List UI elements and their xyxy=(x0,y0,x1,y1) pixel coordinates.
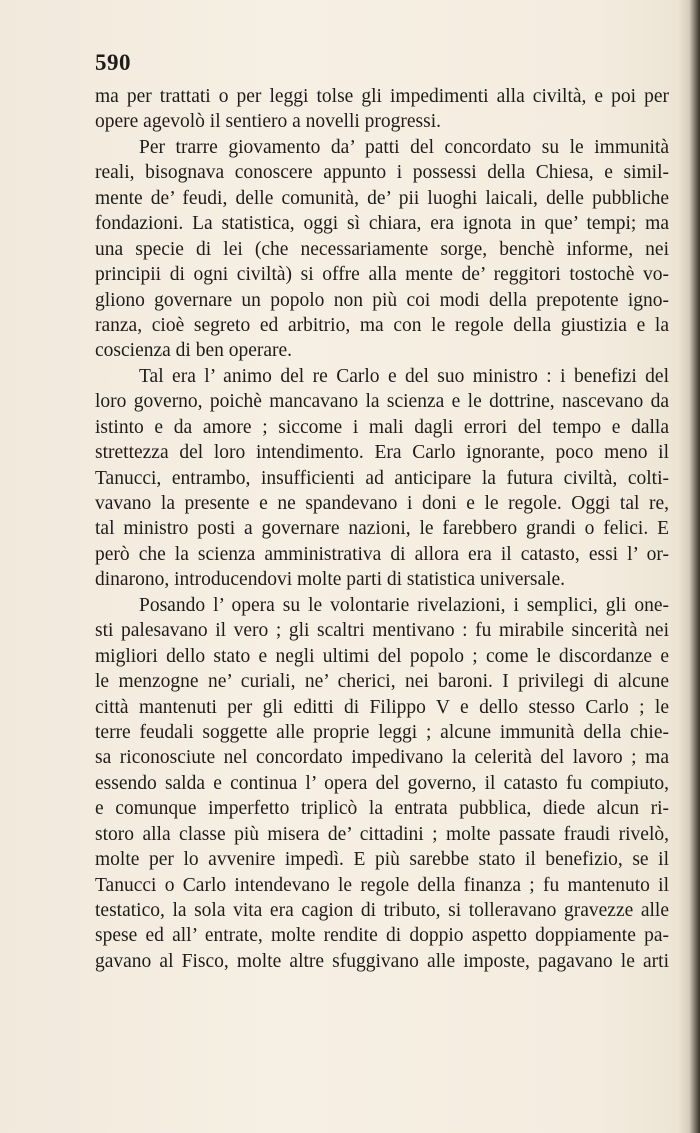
text-line: ranza, cioè segreto ed arbitrio, ma con le regole della giustizia e la xyxy=(95,314,669,336)
text-line: Tanucci o Carlo intendevano le regole della finanza ; fu mantenuto il xyxy=(95,874,669,896)
text-line: però che la scienza amministrativa di allora era il catasto, essi l’ or- xyxy=(95,543,669,565)
text-line: le menzogne ne’ curiali, ne’ cherici, nei baroni. I privilegi di alcune xyxy=(95,671,669,693)
text-line: reali, bisognava conoscere appunto i possessi della Chiesa, e simil- xyxy=(95,162,669,184)
text-line: città mantenuti per gli editti di Filippo V e dello stesso Carlo ; le xyxy=(95,696,669,718)
text-line: sa riconosciute nel concordato impedivano la celerità del lavoro ; ma xyxy=(95,747,669,769)
text-line: spese ed all’ entrate, molte rendite di doppio aspetto doppiamente pa- xyxy=(95,925,669,947)
text-line: gavano al Fisco, molte altre sfuggivano alle imposte, pagavano le arti xyxy=(95,950,669,972)
text-line: essendo salda e continua l’ opera del governo, il catasto fu compiuto, xyxy=(95,772,669,794)
text-line: molte per lo avvenire impedì. E più sarebbe stato il benefizio, se il xyxy=(95,849,669,871)
text-line: principii di ogni civiltà) si offre alla mente de’ reggitori tostochè vo- xyxy=(95,264,669,286)
page-number: 590 xyxy=(95,50,131,75)
text-line: mente de’ feudi, delle comunità, de’ pii luoghi laicali, delle pubbliche xyxy=(95,187,669,209)
text-line: testatico, la sola vita era cagion di tributo, si tolleravano gravezze alle xyxy=(95,900,669,921)
text-line: tal ministro posti a governare nazioni, le farebbero grandi o felici. E xyxy=(95,518,669,540)
text-line: sti palesavano il vero ; gli scaltri mentivano : fu mirabile sincerità nei xyxy=(95,620,669,642)
text-line: vavano la presente e ne spandevano i doni e le regole. Oggi tal re, xyxy=(95,493,669,514)
text-line: Posando l’ opera su le volontarie rivelazioni, i semplici, gli one- xyxy=(139,594,669,616)
text-line: terre feudali soggette alle proprie leggi ; alcune immunità della chie- xyxy=(95,721,669,743)
text-line: storo alla classe più misera de’ cittadini ; molte passate fraudi rivelò, xyxy=(95,823,669,845)
text-line: opere agevolò il sentiero a novelli progressi. xyxy=(95,111,442,133)
text-line: gliono governare un popolo non più coi modi della prepotente igno- xyxy=(95,289,669,311)
page-edge-shadow xyxy=(678,0,700,1133)
text-line: dinarono, introducendovi molte parti di statistica universale. xyxy=(95,569,566,591)
text-line: istinto e da amore ; siccome i mali dagli errori del tempo e dalla xyxy=(95,416,669,438)
text-line: ma per trattati o per leggi tolse gli impedimenti alla civiltà, e poi per xyxy=(95,86,669,107)
text-line: Tal era l’ animo del re Carlo e del suo ministro : i benefizi del xyxy=(139,365,669,387)
text-line: Tanucci, entrambo, insufficienti ad anticipare la futura civiltà, colti- xyxy=(95,467,669,489)
text-line: e comunque imperfetto triplicò la entrata pubblica, diede alcun ri- xyxy=(95,798,669,820)
text-line: coscienza di ben operare. xyxy=(95,340,293,362)
text-line: migliori dello stato e negli ultimi del popolo ; come le discordanze e xyxy=(95,645,669,667)
text-line: una specie di lei (che necessariamente sorge, benchè informe, nei xyxy=(95,238,669,260)
text-line: fondazioni. La statistica, oggi sì chiara, era ignota in que’ tempi; ma xyxy=(95,213,669,235)
text-line: loro governo, poichè mancavano la scienza e le dottrine, nascevano da xyxy=(95,391,669,413)
text-line: Per trarre giovamento da’ patti del concordato su le immunità xyxy=(139,136,669,158)
text-line: strettezza del loro intendimento. Era Carlo ignorante, poco meno il xyxy=(95,442,669,464)
body-text xyxy=(95,84,669,974)
